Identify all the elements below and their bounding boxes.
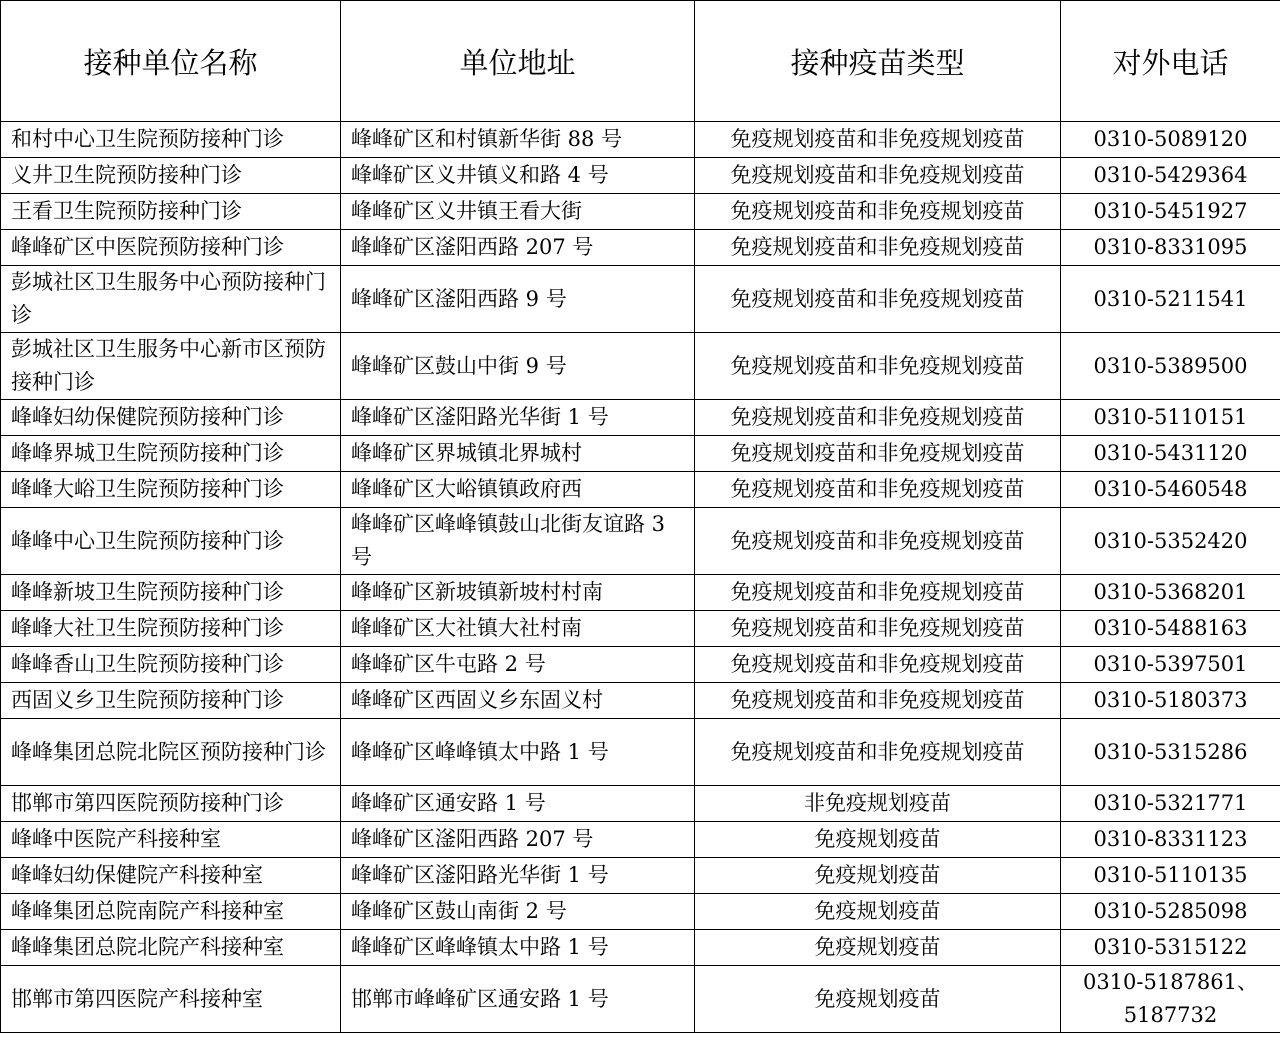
unit-name-cell: 峰峰妇幼保健院预防接种门诊: [1, 400, 341, 436]
table-row: [1, 966, 1280, 1033]
table-row: [1, 230, 1280, 266]
unit-name-cell: 义井卫生院预防接种门诊: [1, 158, 341, 194]
vaccine-type-cell: 免疫规划疫苗和非免疫规划疫苗: [695, 647, 1061, 683]
phone-cell: 0310-5352420: [1061, 508, 1280, 575]
phone-cell: 0310-8331095: [1061, 230, 1280, 266]
address-cell: 峰峰矿区牛屯路 2 号: [341, 647, 695, 683]
table-row: [1, 647, 1280, 683]
phone-cell: 0310-5397501: [1061, 647, 1280, 683]
phone-cell: 0310-5089120: [1061, 122, 1280, 158]
table-row: [1, 333, 1280, 400]
unit-name-cell: 和村中心卫生院预防接种门诊: [1, 122, 341, 158]
address-cell: 峰峰矿区峰峰镇鼓山北街友谊路 3 号: [341, 508, 695, 575]
table-row: [1, 719, 1280, 786]
vaccine-type-cell: 免疫规划疫苗和非免疫规划疫苗: [695, 230, 1061, 266]
table-row: [1, 194, 1280, 230]
address-cell: 峰峰矿区界城镇北界城村: [341, 436, 695, 472]
phone-cell: 0310-5315286: [1061, 719, 1280, 786]
address-cell: 峰峰矿区大峪镇镇政府西: [341, 472, 695, 508]
address-cell: 邯郸市峰峰矿区通安路 1 号: [341, 966, 695, 1033]
unit-name-cell: 峰峰妇幼保健院产科接种室: [1, 858, 341, 894]
unit-name-cell: 峰峰中医院产科接种室: [1, 822, 341, 858]
vaccine-type-cell: 免疫规划疫苗: [695, 822, 1061, 858]
table-row: [1, 786, 1280, 822]
vaccine-type-cell: 免疫规划疫苗和非免疫规划疫苗: [695, 508, 1061, 575]
unit-name-cell: 峰峰矿区中医院预防接种门诊: [1, 230, 341, 266]
address-cell: 峰峰矿区滏阳路光华街 1 号: [341, 858, 695, 894]
phone-cell: 0310-5180373: [1061, 683, 1280, 719]
address-cell: 峰峰矿区滏阳西路 207 号: [341, 822, 695, 858]
address-cell: 峰峰矿区滏阳西路 207 号: [341, 230, 695, 266]
unit-name-cell: 王看卫生院预防接种门诊: [1, 194, 341, 230]
unit-name-cell: 邯郸市第四医院预防接种门诊: [1, 786, 341, 822]
unit-name-cell: 峰峰大社卫生院预防接种门诊: [1, 611, 341, 647]
vaccine-type-cell: 免疫规划疫苗和非免疫规划疫苗: [695, 611, 1061, 647]
vaccine-type-cell: 免疫规划疫苗和非免疫规划疫苗: [695, 266, 1061, 333]
address-cell: 峰峰矿区西固义乡东固义村: [341, 683, 695, 719]
header-row: [1, 1, 1280, 122]
vaccine-type-cell: 免疫规划疫苗和非免疫规划疫苗: [695, 158, 1061, 194]
phone-cell: 0310-5321771: [1061, 786, 1280, 822]
unit-name-cell: 峰峰界城卫生院预防接种门诊: [1, 436, 341, 472]
address-cell: 峰峰矿区大社镇大社村南: [341, 611, 695, 647]
phone-cell: 0310-8331123: [1061, 822, 1280, 858]
table-row: [1, 858, 1280, 894]
unit-name-cell: 西固义乡卫生院预防接种门诊: [1, 683, 341, 719]
phone-cell: 0310-5187861、5187732: [1061, 966, 1280, 1033]
address-cell: 峰峰矿区峰峰镇太中路 1 号: [341, 719, 695, 786]
table-row: [1, 436, 1280, 472]
vaccine-type-cell: 免疫规划疫苗: [695, 966, 1061, 1033]
vaccine-type-cell: 免疫规划疫苗和非免疫规划疫苗: [695, 400, 1061, 436]
vaccine-type-cell: 免疫规划疫苗和非免疫规划疫苗: [695, 436, 1061, 472]
vaccine-type-cell: 免疫规划疫苗和非免疫规划疫苗: [695, 683, 1061, 719]
table-row: [1, 472, 1280, 508]
table-row: [1, 122, 1280, 158]
table-row: [1, 611, 1280, 647]
phone-cell: 0310-5488163: [1061, 611, 1280, 647]
phone-cell: 0310-5451927: [1061, 194, 1280, 230]
header-phone: 对外电话: [1061, 1, 1280, 122]
phone-cell: 0310-5368201: [1061, 575, 1280, 611]
table-row: [1, 894, 1280, 930]
unit-name-cell: 峰峰集团总院北院产科接种室: [1, 930, 341, 966]
unit-name-cell: 彭城社区卫生服务中心新市区预防接种门诊: [1, 333, 341, 400]
address-cell: 峰峰矿区滏阳西路 9 号: [341, 266, 695, 333]
vaccine-type-cell: 免疫规划疫苗: [695, 858, 1061, 894]
unit-name-cell: 彭城社区卫生服务中心预防接种门诊: [1, 266, 341, 333]
vaccine-type-cell: 免疫规划疫苗: [695, 930, 1061, 966]
address-cell: 峰峰矿区鼓山中街 9 号: [341, 333, 695, 400]
unit-name-cell: 峰峰中心卫生院预防接种门诊: [1, 508, 341, 575]
phone-cell: 0310-5315122: [1061, 930, 1280, 966]
phone-cell: 0310-5285098: [1061, 894, 1280, 930]
address-cell: 峰峰矿区义井镇义和路 4 号: [341, 158, 695, 194]
address-cell: 峰峰矿区义井镇王看大街: [341, 194, 695, 230]
vaccine-type-cell: 免疫规划疫苗和非免疫规划疫苗: [695, 122, 1061, 158]
phone-cell: 0310-5211541: [1061, 266, 1280, 333]
vaccine-type-cell: 免疫规划疫苗和非免疫规划疫苗: [695, 194, 1061, 230]
phone-cell: 0310-5431120: [1061, 436, 1280, 472]
table-row: [1, 822, 1280, 858]
header-unit-address: 单位地址: [341, 1, 695, 122]
vaccine-type-cell: 免疫规划疫苗: [695, 894, 1061, 930]
address-cell: 峰峰矿区滏阳路光华街 1 号: [341, 400, 695, 436]
table-row: [1, 158, 1280, 194]
table-row: [1, 575, 1280, 611]
header-vaccine-type: 接种疫苗类型: [695, 1, 1061, 122]
vaccine-type-cell: 免疫规划疫苗和非免疫规划疫苗: [695, 333, 1061, 400]
table-row: [1, 508, 1280, 575]
unit-name-cell: 峰峰香山卫生院预防接种门诊: [1, 647, 341, 683]
vaccine-type-cell: 免疫规划疫苗和非免疫规划疫苗: [695, 575, 1061, 611]
vaccine-type-cell: 免疫规划疫苗和非免疫规划疫苗: [695, 472, 1061, 508]
unit-name-cell: 邯郸市第四医院产科接种室: [1, 966, 341, 1033]
unit-name-cell: 峰峰新坡卫生院预防接种门诊: [1, 575, 341, 611]
address-cell: 峰峰矿区通安路 1 号: [341, 786, 695, 822]
address-cell: 峰峰矿区峰峰镇太中路 1 号: [341, 930, 695, 966]
vaccine-type-cell: 免疫规划疫苗和非免疫规划疫苗: [695, 719, 1061, 786]
address-cell: 峰峰矿区和村镇新华街 88 号: [341, 122, 695, 158]
unit-name-cell: 峰峰集团总院北院区预防接种门诊: [1, 719, 341, 786]
address-cell: 峰峰矿区鼓山南街 2 号: [341, 894, 695, 930]
unit-name-cell: 峰峰大峪卫生院预防接种门诊: [1, 472, 341, 508]
phone-cell: 0310-5460548: [1061, 472, 1280, 508]
vaccine-type-cell: 非免疫规划疫苗: [695, 786, 1061, 822]
table-row: [1, 930, 1280, 966]
phone-cell: 0310-5110151: [1061, 400, 1280, 436]
phone-cell: 0310-5429364: [1061, 158, 1280, 194]
address-cell: 峰峰矿区新坡镇新坡村村南: [341, 575, 695, 611]
table-row: [1, 400, 1280, 436]
table-row: [1, 266, 1280, 333]
unit-name-cell: 峰峰集团总院南院产科接种室: [1, 894, 341, 930]
table-row: [1, 683, 1280, 719]
phone-cell: 0310-5389500: [1061, 333, 1280, 400]
phone-cell: 0310-5110135: [1061, 858, 1280, 894]
header-unit-name: 接种单位名称: [1, 1, 341, 122]
